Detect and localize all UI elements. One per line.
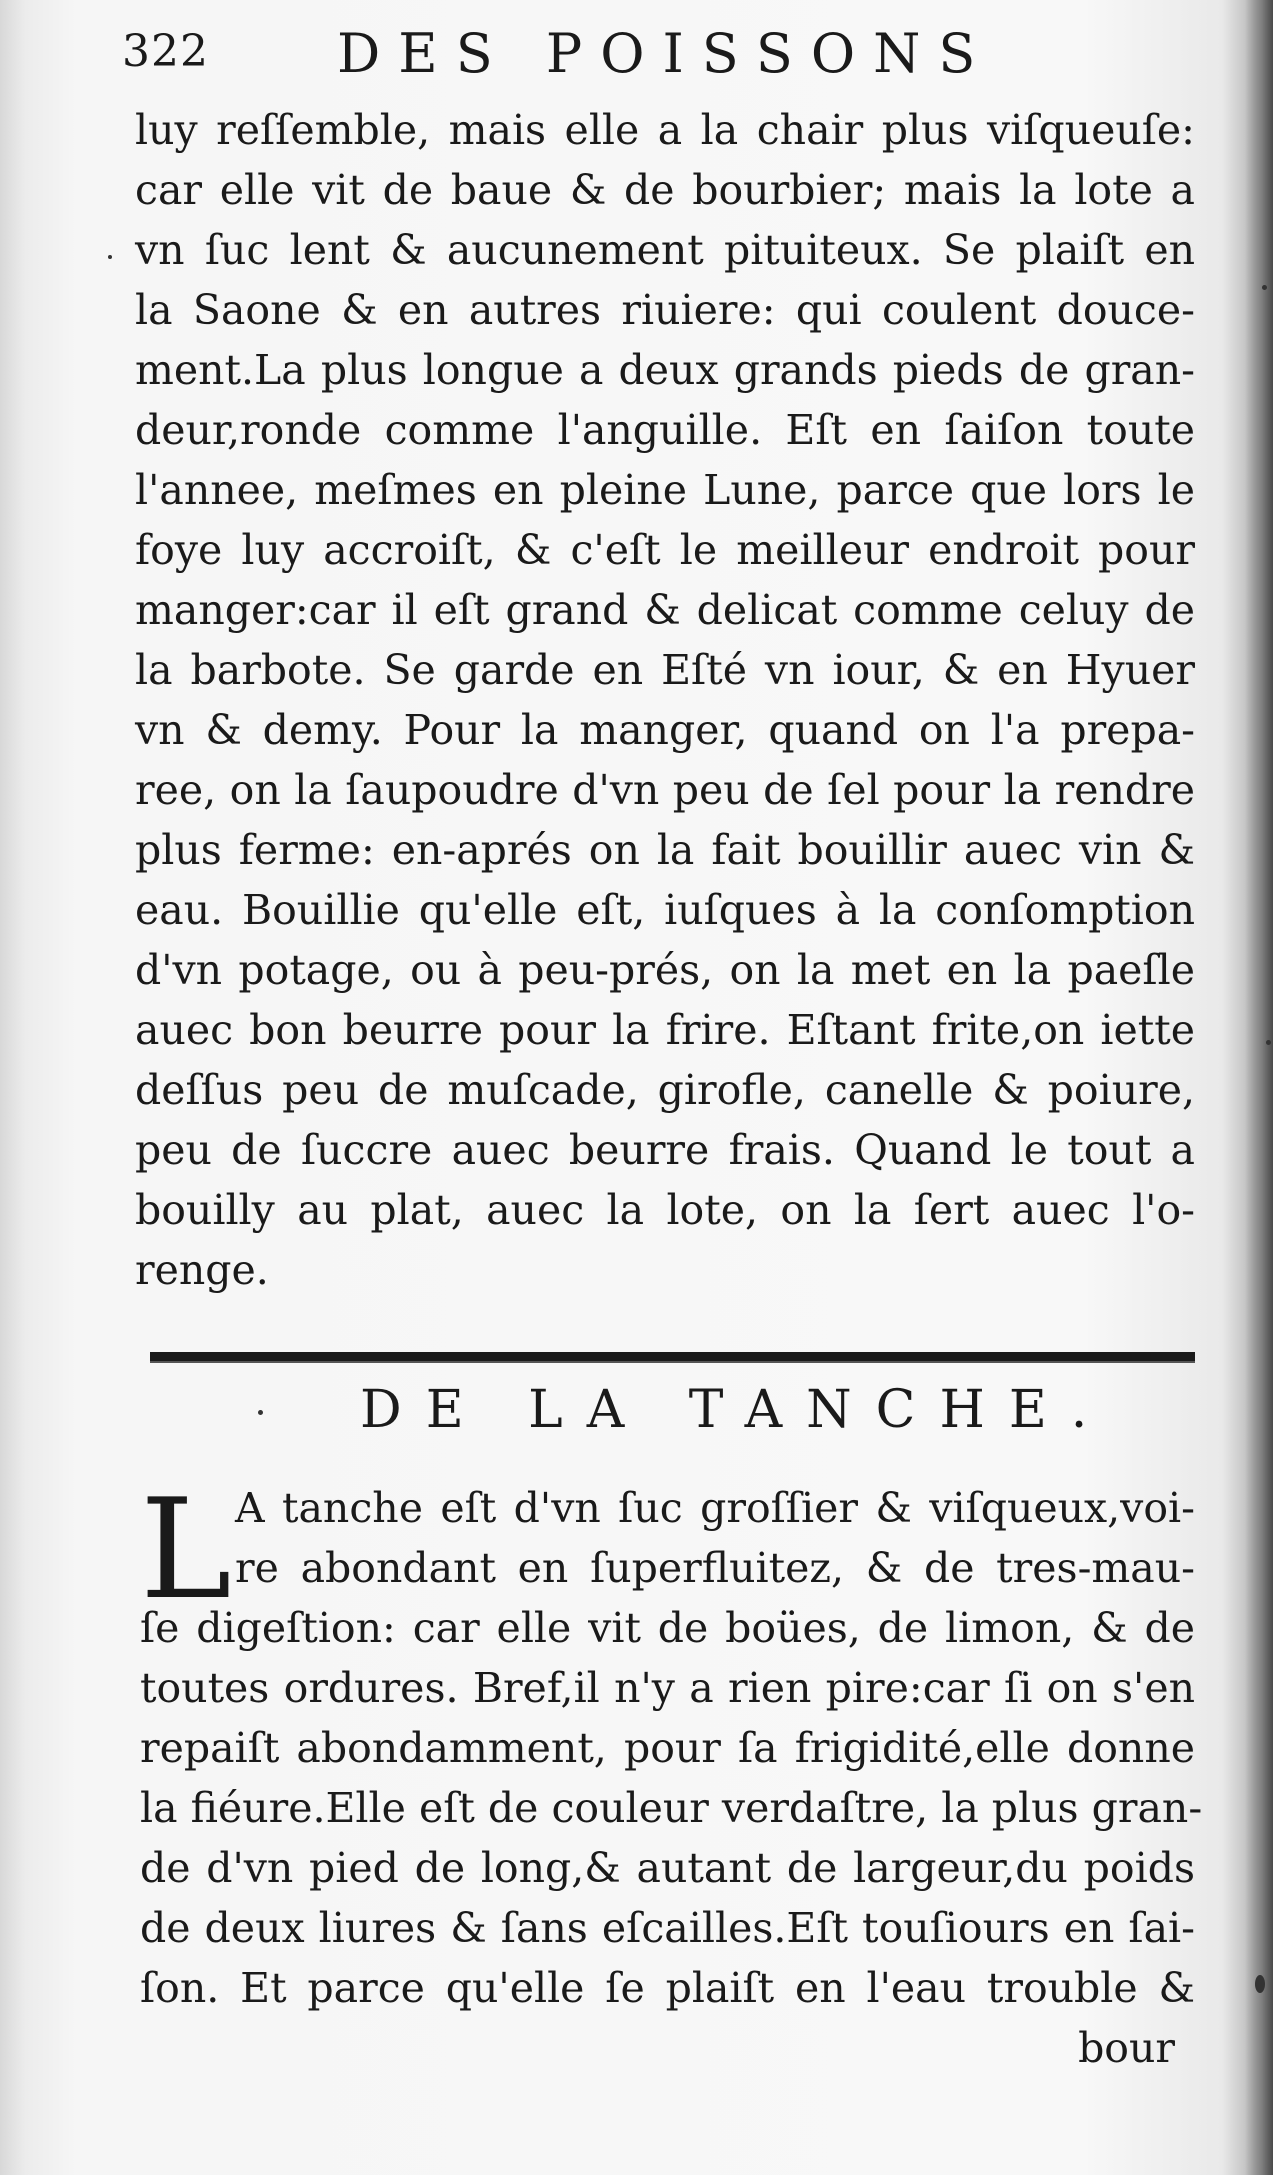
text-line: ree, on la ſaupoudre d'vn peu de ſel pour la rendre: [135, 766, 1195, 814]
text-line: repaiſt abondamment, pour ſa frigidité,elle donne: [140, 1724, 1195, 1772]
text-line: A tanche eſt d'vn ſuc groſſier & viſqueux,voi-: [235, 1484, 1195, 1532]
text-line: peu de ſuccre auec beurre frais. Quand le tout a: [135, 1126, 1195, 1174]
paragraph-lote: [135, 100, 1195, 1300]
ink-speck: [108, 255, 112, 259]
text-line: la barbote. Se garde en Eſté vn iour, & en Hyuer: [135, 646, 1195, 694]
text-line: auec bon beurre pour la frire. Eſtant frite,on iette: [135, 1006, 1195, 1054]
paragraph-tanche: [140, 1598, 1203, 2078]
text-line: vn ſuc lent & aucunement pituiteux. Se plaiſt en: [135, 226, 1195, 274]
text-line: foye luy accroiſt, & c'eſt le meilleur endroit pour: [135, 526, 1195, 574]
text-line: la Saone & en autres riuiere: qui coulent douce-: [135, 286, 1195, 334]
running-head: [122, 18, 1002, 88]
text-line: ment.La plus longue a deux grands pieds de gran-: [135, 346, 1195, 394]
section-heading: DE LA TANCHE.: [360, 1380, 1112, 1440]
text-line: plus ferme: en-aprés on la fait bouillir auec vin &: [135, 826, 1195, 874]
text-line: eau. Bouillie qu'elle eſt, iuſques à la conſomption: [135, 886, 1195, 934]
text-line: deſſus peu de muſcade, girofle, canelle & poiure,: [135, 1066, 1195, 1114]
ink-speck: [258, 1410, 263, 1415]
text-line: deur,ronde comme l'anguille. Eſt en ſaiſon toute: [135, 406, 1195, 454]
text-line: de d'vn pied de long,& autant de largeur,du poids: [140, 1844, 1195, 1892]
ink-speck: [1255, 1975, 1265, 1993]
paragraph-tanche-opening: [235, 1478, 1195, 1598]
text-line: bouilly au plat, auec la lote, on la ſert auec l'o-: [135, 1186, 1195, 1234]
running-title: DES POISSONS: [337, 22, 994, 85]
page-number: 322: [122, 26, 209, 77]
text-line: luy reſſemble, mais elle a la chair plus viſqueuſe:: [135, 106, 1195, 154]
ink-speck: [1266, 1040, 1271, 1045]
text-line: la fiéure.Elle eſt de couleur verdaſtre, la plus gran-: [140, 1784, 1203, 1832]
text-line: renge.: [135, 1246, 269, 1294]
text-line: ſe digeſtion: car elle vit de boües, de limon, & de: [140, 1604, 1195, 1652]
text-line: toutes ordures. Bref,il n'y a rien pire:car ſi on s'en: [140, 1664, 1195, 1712]
page-gutter-shadow: [1245, 0, 1273, 2175]
text-line: manger:car il eſt grand & delicat comme celuy de: [135, 586, 1195, 634]
text-line: vn & demy. Pour la manger, quand on l'a prepa-: [135, 706, 1195, 754]
text-line: d'vn potage, ou à peu-prés, on la met en la paeſle: [135, 946, 1195, 994]
ink-speck: [1262, 285, 1267, 290]
text-line: l'annee, meſmes en pleine Lune, parce que lors le: [135, 466, 1195, 514]
text-line: car elle vit de baue & de bourbier; mais la lote a: [135, 166, 1195, 214]
section-divider-rule: [150, 1352, 1195, 1363]
catchword: bour: [1078, 2024, 1175, 2072]
text-line: re abondant en ſuperfluitez, & de tres-mau-: [235, 1544, 1195, 1592]
text-line: de deux liures & ſans eſcailles.Eſt touſiours en ſai-: [140, 1904, 1195, 1952]
drop-capital: L: [140, 1469, 232, 1630]
text-line: ſon. Et parce qu'elle ſe plaiſt en l'eau trouble &: [140, 1964, 1195, 2012]
